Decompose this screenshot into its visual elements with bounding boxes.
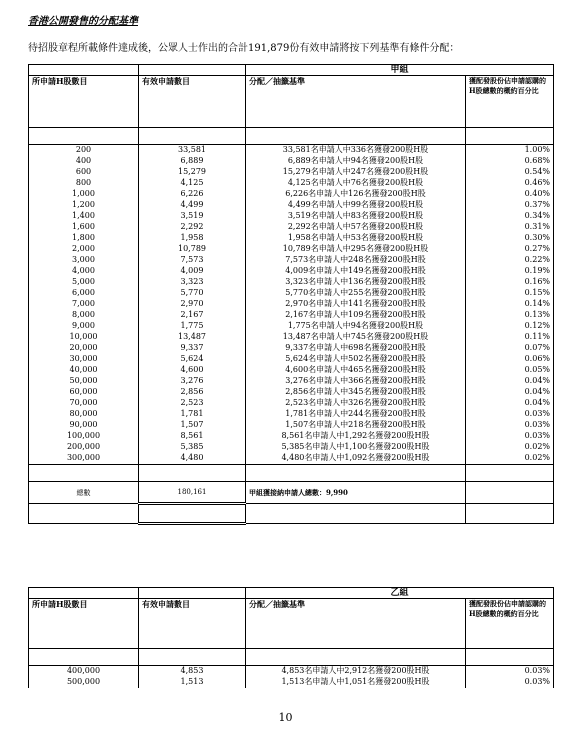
- table-row: [29, 666, 554, 678]
- percentage-cell: 0.40%: [466, 189, 554, 200]
- percentage-cell: 0.13%: [466, 310, 554, 321]
- page-number: 10: [278, 711, 293, 724]
- table-row: [29, 387, 554, 398]
- pool-a-name: 甲組: [246, 65, 554, 76]
- shares-applied-cell: 1,400: [29, 211, 139, 222]
- percentage-cell: 0.04%: [466, 398, 554, 409]
- valid-applications-cell: 9,337: [139, 343, 246, 354]
- valid-applications-cell: 4,009: [139, 266, 246, 277]
- allocation-basis-cell: 13,487名申請人中745名獲發200股H股: [246, 332, 466, 343]
- table-row: [29, 332, 554, 343]
- allocation-basis-cell: 33,581名申請人中336名獲發200股H股: [246, 145, 466, 157]
- header-valid-applications: 有效申請數目: [139, 76, 246, 128]
- shares-applied-cell: 400,000: [29, 666, 139, 678]
- allocation-basis-cell: 2,167名申請人中109名獲發200股H股: [246, 310, 466, 321]
- header-shares-applied: 所申請H股數目: [29, 76, 139, 128]
- percentage-cell: 0.34%: [466, 211, 554, 222]
- percentage-cell: 0.30%: [466, 233, 554, 244]
- percentage-cell: 0.27%: [466, 244, 554, 255]
- total-label: 總數: [29, 482, 139, 504]
- valid-applications-cell: 10,789: [139, 244, 246, 255]
- shares-applied-cell: 500,000: [29, 677, 139, 688]
- shares-applied-cell: 600: [29, 167, 139, 178]
- valid-applications-cell: 3,276: [139, 376, 246, 387]
- valid-applications-cell: 2,856: [139, 387, 246, 398]
- table-row: [29, 376, 554, 387]
- table-row: [29, 420, 554, 431]
- percentage-cell: 1.00%: [466, 145, 554, 157]
- table-row: [29, 453, 554, 465]
- table-row: [29, 211, 554, 222]
- table-row: [29, 266, 554, 277]
- shares-applied-cell: 200: [29, 145, 139, 157]
- percentage-cell: 0.03%: [466, 409, 554, 420]
- header-approx-percentage: 獲配發股份佔申請認購的H股總數的概約百分比: [466, 599, 554, 649]
- shares-applied-cell: 200,000: [29, 442, 139, 453]
- header-valid-applications: 有效申請數目: [139, 599, 246, 649]
- shares-applied-cell: 7,000: [29, 299, 139, 310]
- table-row: [29, 321, 554, 332]
- page-title: 香港公開發售的分配基準: [28, 16, 138, 27]
- percentage-cell: 0.07%: [466, 343, 554, 354]
- valid-applications-cell: 15,279: [139, 167, 246, 178]
- valid-applications-cell: 3,519: [139, 211, 246, 222]
- valid-applications-cell: 2,523: [139, 398, 246, 409]
- percentage-cell: 0.03%: [466, 677, 554, 688]
- allocation-basis-cell: 4,499名申請人中99名獲發200股H股: [246, 200, 466, 211]
- percentage-cell: 0.68%: [466, 156, 554, 167]
- shares-applied-cell: 8,000: [29, 310, 139, 321]
- allocation-basis-cell: 4,009名申請人中149名獲發200股H股: [246, 266, 466, 277]
- percentage-cell: 0.12%: [466, 321, 554, 332]
- shares-applied-cell: 60,000: [29, 387, 139, 398]
- allocation-basis-cell: 5,624名申請人中502名獲發200股H股: [246, 354, 466, 365]
- allocation-basis-cell: 8,561名申請人中1,292名獲發200股H股: [246, 431, 466, 442]
- valid-applications-cell: 2,292: [139, 222, 246, 233]
- percentage-cell: 0.03%: [466, 431, 554, 442]
- percentage-cell: 0.02%: [466, 453, 554, 465]
- percentage-cell: 0.46%: [466, 178, 554, 189]
- valid-applications-cell: 4,853: [139, 666, 246, 678]
- shares-applied-cell: 90,000: [29, 420, 139, 431]
- shares-applied-cell: 9,000: [29, 321, 139, 332]
- table-row: [29, 299, 554, 310]
- header-allocation-basis: 分配／抽籤基準: [246, 76, 466, 128]
- allocation-basis-cell: 2,970名申請人中141名獲發200股H股: [246, 299, 466, 310]
- allocation-basis-cell: 3,323名申請人中136名獲發200股H股: [246, 277, 466, 288]
- table-row: [29, 200, 554, 211]
- allocation-basis-cell: 2,856名申請人中345名獲發200股H股: [246, 387, 466, 398]
- shares-applied-cell: 4,000: [29, 266, 139, 277]
- percentage-cell: 0.31%: [466, 222, 554, 233]
- pool-b-table: [28, 587, 554, 688]
- valid-applications-cell: 2,167: [139, 310, 246, 321]
- valid-applications-cell: 1,781: [139, 409, 246, 420]
- allocation-basis-cell: 5,770名申請人中255名獲發200股H股: [246, 288, 466, 299]
- allocation-basis-cell: 15,279名申請人中247名獲發200股H股: [246, 167, 466, 178]
- shares-applied-cell: 50,000: [29, 376, 139, 387]
- shares-applied-cell: 800: [29, 178, 139, 189]
- table-row: [29, 233, 554, 244]
- shares-applied-cell: 70,000: [29, 398, 139, 409]
- allocation-basis-cell: 4,853名申請人中2,912名獲發200股H股: [246, 666, 466, 678]
- shares-applied-cell: 80,000: [29, 409, 139, 420]
- allocation-basis-cell: 3,519名申請人中83名獲發200股H股: [246, 211, 466, 222]
- table-row: [29, 398, 554, 409]
- percentage-cell: 0.06%: [466, 354, 554, 365]
- allocation-basis-cell: 4,125名申請人中76名獲發200股H股: [246, 178, 466, 189]
- allocation-basis-cell: 6,889名申請人中94名獲發200股H股: [246, 156, 466, 167]
- allocation-basis-cell: 1,513名申請人中1,051名獲發200股H股: [246, 677, 466, 688]
- table-row: [29, 431, 554, 442]
- allocation-basis-cell: 3,276名申請人中366名獲發200股H股: [246, 376, 466, 387]
- allocation-basis-cell: 4,600名申請人中465名獲發200股H股: [246, 365, 466, 376]
- table-row: [29, 255, 554, 266]
- valid-applications-cell: 5,624: [139, 354, 246, 365]
- valid-applications-cell: 2,970: [139, 299, 246, 310]
- valid-applications-cell: 5,770: [139, 288, 246, 299]
- allocation-basis-cell: 1,775名申請人中94名獲發200股H股: [246, 321, 466, 332]
- table-row: [29, 442, 554, 453]
- valid-applications-cell: 1,775: [139, 321, 246, 332]
- valid-applications-cell: 4,125: [139, 178, 246, 189]
- allocation-basis-cell: 4,480名申請人中1,092名獲發200股H股: [246, 453, 466, 465]
- allocation-basis-cell: 2,523名申請人中326名獲發200股H股: [246, 398, 466, 409]
- percentage-cell: 0.15%: [466, 288, 554, 299]
- shares-applied-cell: 5,000: [29, 277, 139, 288]
- table-row: [29, 178, 554, 189]
- total-value: 180,161: [139, 482, 246, 504]
- shares-applied-cell: 3,000: [29, 255, 139, 266]
- shares-applied-cell: 10,000: [29, 332, 139, 343]
- table-row: [29, 156, 554, 167]
- table-row: [29, 365, 554, 376]
- percentage-cell: 0.04%: [466, 387, 554, 398]
- shares-applied-cell: 100,000: [29, 431, 139, 442]
- percentage-cell: 0.05%: [466, 365, 554, 376]
- table-row: [29, 145, 554, 157]
- header-shares-applied: 所申請H股數目: [29, 599, 139, 649]
- percentage-cell: 0.37%: [466, 200, 554, 211]
- valid-applications-cell: 33,581: [139, 145, 246, 157]
- pool-b-name: 乙組: [246, 588, 554, 599]
- valid-applications-cell: 8,561: [139, 431, 246, 442]
- intro-paragraph: 待招股章程所載條件達成後，公眾人士作出的合計191,879份有效申請將按下列基準有條件分配：: [28, 43, 460, 54]
- allocation-basis-cell: 2,292名申請人中57名獲發200股H股: [246, 222, 466, 233]
- header-approx-percentage: 獲配發股份佔申請認購的H股總數的概約百分比: [466, 76, 554, 128]
- valid-applications-cell: 13,487: [139, 332, 246, 343]
- shares-applied-cell: 1,000: [29, 189, 139, 200]
- valid-applications-cell: 3,323: [139, 277, 246, 288]
- percentage-cell: 0.54%: [466, 167, 554, 178]
- table-row: [29, 222, 554, 233]
- shares-applied-cell: 20,000: [29, 343, 139, 354]
- percentage-cell: 0.16%: [466, 277, 554, 288]
- percentage-cell: 0.02%: [466, 442, 554, 453]
- percentage-cell: 0.14%: [466, 299, 554, 310]
- valid-applications-cell: 5,385: [139, 442, 246, 453]
- table-row: [29, 310, 554, 321]
- percentage-cell: 0.03%: [466, 666, 554, 678]
- allocation-basis-cell: 9,337名申請人中698名獲發200股H股: [246, 343, 466, 354]
- percentage-cell: 0.03%: [466, 420, 554, 431]
- table-row: [29, 409, 554, 420]
- allocation-basis-cell: 1,958名申請人中53名獲發200股H股: [246, 233, 466, 244]
- allocation-basis-cell: 5,385名申請人中1,100名獲發200股H股: [246, 442, 466, 453]
- shares-applied-cell: 2,000: [29, 244, 139, 255]
- valid-applications-cell: 7,573: [139, 255, 246, 266]
- allocation-basis-cell: 10,789名申請人中295名獲發200股H股: [246, 244, 466, 255]
- valid-applications-cell: 6,889: [139, 156, 246, 167]
- table-row: [29, 354, 554, 365]
- table-row: [29, 189, 554, 200]
- valid-applications-cell: 1,958: [139, 233, 246, 244]
- percentage-cell: 0.04%: [466, 376, 554, 387]
- valid-applications-cell: 1,513: [139, 677, 246, 688]
- table-row: [29, 288, 554, 299]
- allocation-basis-cell: 1,507名申請人中218名獲發200股H股: [246, 420, 466, 431]
- percentage-cell: 0.22%: [466, 255, 554, 266]
- shares-applied-cell: 30,000: [29, 354, 139, 365]
- allocation-basis-cell: 6,226名申請人中126名獲發200股H股: [246, 189, 466, 200]
- percentage-cell: 0.19%: [466, 266, 554, 277]
- valid-applications-cell: 6,226: [139, 189, 246, 200]
- total-note: 甲組獲接納申請人總數：9,990: [246, 482, 466, 504]
- valid-applications-cell: 4,480: [139, 453, 246, 465]
- shares-applied-cell: 1,200: [29, 200, 139, 211]
- valid-applications-cell: 1,507: [139, 420, 246, 431]
- table-row: [29, 677, 554, 688]
- table-row: [29, 277, 554, 288]
- valid-applications-cell: 4,499: [139, 200, 246, 211]
- valid-applications-cell: 4,600: [139, 365, 246, 376]
- allocation-basis-cell: 1,781名申請人中244名獲發200股H股: [246, 409, 466, 420]
- shares-applied-cell: 6,000: [29, 288, 139, 299]
- shares-applied-cell: 300,000: [29, 453, 139, 465]
- shares-applied-cell: 40,000: [29, 365, 139, 376]
- header-allocation-basis: 分配／抽籤基準: [246, 599, 466, 649]
- table-row: [29, 244, 554, 255]
- allocation-basis-cell: 7,573名申請人中248名獲發200股H股: [246, 255, 466, 266]
- table-row: [29, 167, 554, 178]
- table-row: [29, 343, 554, 354]
- percentage-cell: 0.11%: [466, 332, 554, 343]
- pool-a-table: [28, 64, 554, 525]
- shares-applied-cell: 1,600: [29, 222, 139, 233]
- shares-applied-cell: 400: [29, 156, 139, 167]
- shares-applied-cell: 1,800: [29, 233, 139, 244]
